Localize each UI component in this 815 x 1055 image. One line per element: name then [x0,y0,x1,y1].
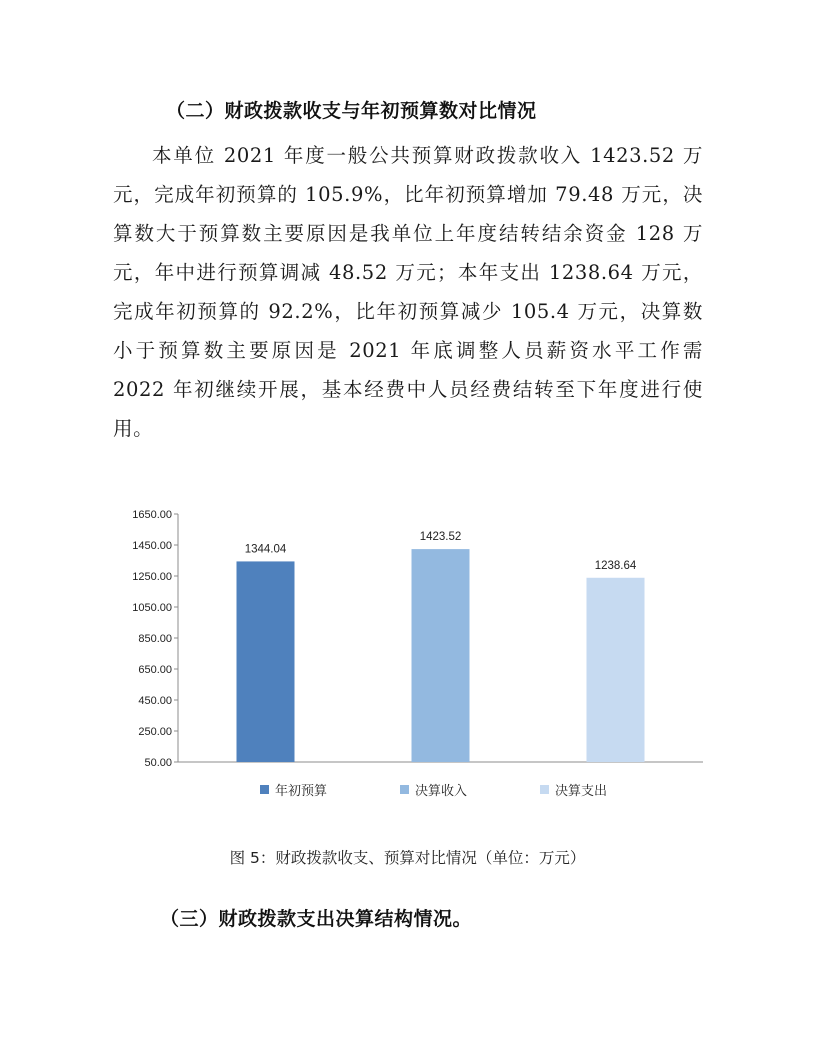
y-tick-label: 250.00 [138,726,172,738]
chart-plot [108,500,718,780]
paragraph-line: 用。 [113,417,154,440]
paragraph-line: 本单位 2021 年度一般公共预算财政拨款收入 1423.52 万 [152,144,703,167]
legend-item [400,780,467,799]
paragraph-line: 小于预算数主要原因是 2021 年底调整人员薪资水平工作需 [113,339,703,362]
legend-label: 决算收入 [415,784,468,799]
bar [237,561,295,762]
y-tick-label: 650.00 [138,664,172,676]
bar-data-label: 1423.52 [419,531,462,544]
y-tick-label: 1250.00 [132,571,172,583]
body-paragraph [113,136,703,448]
paragraph-line: 元，年中进行预算调减 48.52 万元；本年支出 1238.64 万元， [113,261,703,284]
y-tick-label: 1650.00 [132,509,172,521]
y-tick-label: 50.00 [144,757,172,769]
legend-swatch [540,785,549,794]
legend-swatch [400,785,409,794]
y-tick-label: 850.00 [138,633,172,645]
chart-legend [108,780,718,800]
y-tick-label: 1050.00 [132,602,172,614]
legend-label: 决算支出 [555,784,608,799]
bar-data-label: 1344.04 [244,543,287,556]
paragraph-line: 完成年初预算的 92.2%，比年初预算减少 105.4 万元，决算数 [113,300,703,323]
y-tick-label: 450.00 [138,695,172,707]
legend-label: 年初预算 [275,784,328,799]
section-heading: （二）财政拨款收支与年初预算数对比情况 [166,100,537,122]
legend-item [540,780,607,799]
legend-swatch [260,785,269,794]
paragraph-line: 元，完成年初预算的 105.9%，比年初预算增加 79.48 万元，决 [113,183,703,206]
paragraph-line: 2022 年初继续开展，基本经费中人员经费结转至下年度进行使 [113,378,703,401]
bar [412,549,470,762]
bar-chart [108,500,718,812]
legend-item [260,780,327,799]
figure-caption: 图 5：财政拨款收支、预算对比情况（单位：万元） [229,849,586,867]
bar [587,578,645,762]
paragraph-line: 算数大于预算数主要原因是我单位上年度结转结余资金 128 万 [113,222,703,245]
y-tick-label: 1450.00 [132,540,172,552]
bar-data-label: 1238.64 [594,559,637,572]
section-heading: （三）财政拨款支出决算结构情况。 [160,908,473,930]
